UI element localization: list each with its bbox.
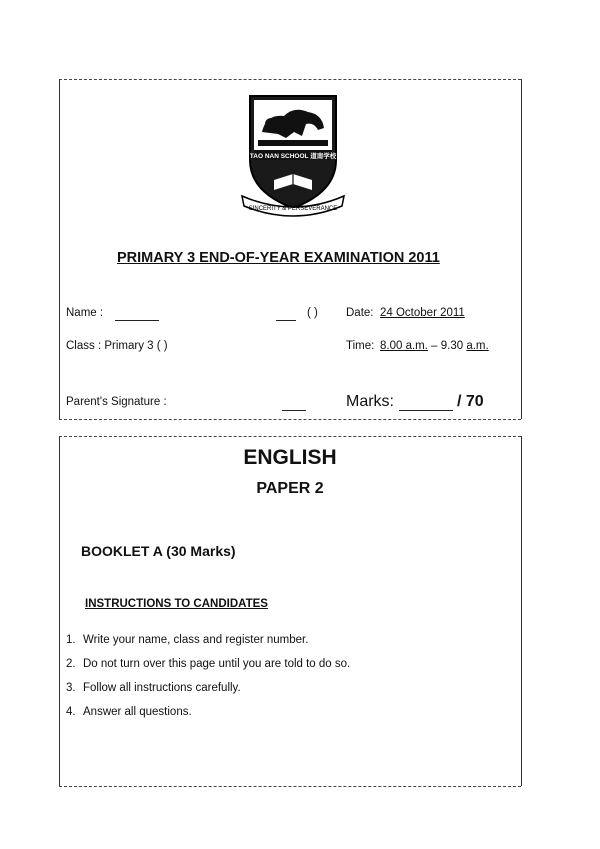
instruction-number: 1. bbox=[66, 634, 76, 646]
date-value: 24 October 2011 bbox=[380, 307, 465, 319]
register-number-paren: ( ) bbox=[307, 307, 318, 319]
time-start: 8.00 a.m. bbox=[380, 340, 428, 352]
date-label: Date: bbox=[346, 307, 374, 319]
time-value bbox=[380, 340, 489, 352]
instructions-heading: INSTRUCTIONS TO CANDIDATES bbox=[85, 598, 268, 610]
paper-box-top-border bbox=[59, 436, 521, 437]
signature-line bbox=[282, 410, 306, 411]
instruction-number: 2. bbox=[66, 658, 76, 670]
svg-text:TAO NAN SCHOOL 道南学校: TAO NAN SCHOOL 道南学校 bbox=[249, 153, 337, 160]
paper-title: PAPER 2 bbox=[256, 480, 324, 497]
instruction-text: Follow all instructions carefully. bbox=[83, 682, 241, 694]
instruction-item bbox=[66, 706, 350, 730]
name-line-1 bbox=[115, 320, 159, 321]
paper-box-bottom-border bbox=[59, 786, 521, 787]
instruction-number: 4. bbox=[66, 706, 76, 718]
time-separator: – 9.30 bbox=[431, 340, 464, 352]
header-box-top-border bbox=[59, 79, 521, 80]
instruction-text: Write your name, class and register number. bbox=[83, 634, 309, 646]
marks-label: Marks: bbox=[346, 393, 394, 410]
svg-text:SINCERITY & PERSEVERANCE: SINCERITY & PERSEVERANCE bbox=[248, 206, 338, 212]
instruction-item bbox=[66, 682, 350, 706]
name-label: Name : bbox=[66, 307, 104, 319]
instruction-number: 3. bbox=[66, 682, 76, 694]
instruction-item bbox=[66, 634, 350, 658]
instructions-list bbox=[66, 634, 350, 730]
parent-signature-label: Parent's Signature : bbox=[66, 396, 167, 408]
instruction-item bbox=[66, 658, 350, 682]
booklet-title: BOOKLET A (30 Marks) bbox=[81, 543, 236, 559]
name-line-2 bbox=[276, 320, 296, 321]
exam-title: PRIMARY 3 END-OF-YEAR EXAMINATION 2011 bbox=[117, 250, 440, 266]
subject-title: ENGLISH bbox=[243, 446, 337, 469]
time-label: Time: bbox=[346, 340, 375, 352]
time-end: a.m. bbox=[466, 340, 489, 352]
marks-blank bbox=[399, 410, 453, 411]
instruction-text: Answer all questions. bbox=[83, 706, 192, 718]
school-crest-logo bbox=[238, 92, 348, 217]
class-label: Class : Primary 3 ( ) bbox=[66, 340, 168, 352]
marks-total: / 70 bbox=[457, 393, 484, 410]
header-box-bottom-border bbox=[59, 419, 521, 420]
instruction-text: Do not turn over this page until you are told to do so. bbox=[83, 658, 351, 670]
